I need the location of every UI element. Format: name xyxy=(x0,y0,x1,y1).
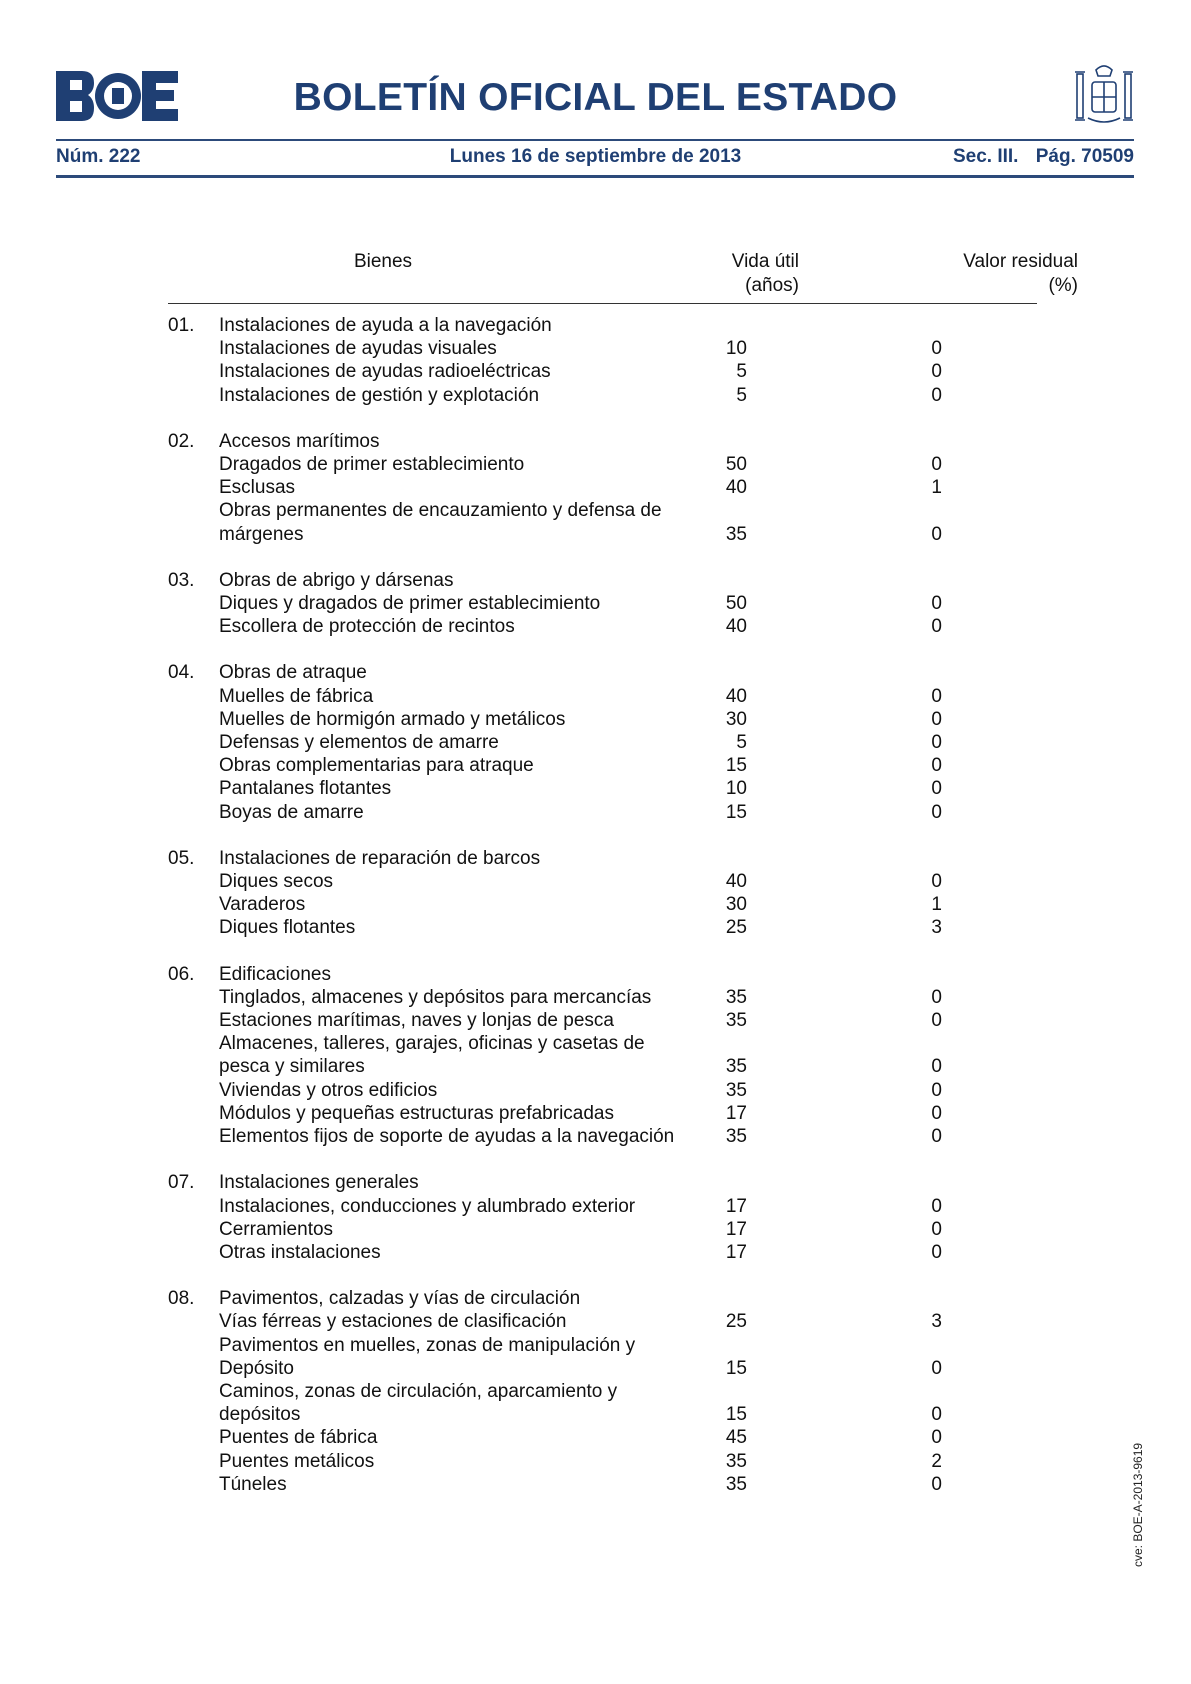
table-row xyxy=(168,1195,1036,1218)
item-name: Viviendas y otros edificios xyxy=(219,1079,438,1101)
item-name: Instalaciones de ayudas visuales xyxy=(219,338,497,360)
item-valor-residual: 0 xyxy=(931,616,942,638)
item-valor-residual: 0 xyxy=(931,778,942,800)
column-header-vida-util: Vida útil (años) xyxy=(731,251,799,296)
item-valor-residual: 0 xyxy=(931,454,942,476)
group-title: Obras de atraque xyxy=(219,662,367,684)
group-code: 04. xyxy=(168,662,195,684)
item-name: Puentes de fábrica xyxy=(219,1427,378,1449)
table-row xyxy=(168,1009,1036,1032)
table-row xyxy=(168,893,1036,916)
item-valor-residual: 0 xyxy=(931,1357,942,1379)
group-code: 08. xyxy=(168,1288,195,1310)
item-name: Diques flotantes xyxy=(219,917,356,939)
table-row xyxy=(168,476,1036,499)
item-valor-residual: 0 xyxy=(931,732,942,754)
item-valor-residual: 0 xyxy=(931,1404,942,1426)
table-row xyxy=(168,615,1036,638)
item-name: Esclusas xyxy=(219,477,296,499)
table-group xyxy=(168,847,1036,940)
item-vida-util: 35 xyxy=(725,986,747,1008)
group-title: Accesos marítimos xyxy=(219,430,380,452)
table-row xyxy=(168,1380,1036,1426)
item-vida-util: 30 xyxy=(725,708,747,730)
item-name: Varaderos xyxy=(219,894,306,916)
item-name: Diques secos xyxy=(219,871,334,893)
group-title: Instalaciones de ayuda a la navegación xyxy=(219,315,552,336)
table-row xyxy=(168,1102,1036,1125)
item-name: Obras complementarias para atraque xyxy=(219,755,534,777)
table-group xyxy=(168,569,1036,639)
item-name: Pavimentos en muelles, zonas de manipulación y Depósito xyxy=(219,1334,636,1379)
item-name: Túneles xyxy=(219,1473,287,1495)
boe-logo xyxy=(56,71,178,121)
item-name: Otras instalaciones xyxy=(219,1241,381,1263)
table-row xyxy=(168,384,1036,407)
group-code: 05. xyxy=(168,847,195,869)
item-vida-util: 5 xyxy=(736,361,747,383)
table-group xyxy=(168,430,1036,546)
table-row xyxy=(168,1079,1036,1102)
item-valor-residual: 3 xyxy=(931,1311,942,1333)
table-group xyxy=(168,661,1036,823)
item-name: Pantalanes flotantes xyxy=(219,778,392,800)
issue-number: Núm. 222 xyxy=(56,146,141,167)
item-name: Tinglados, almacenes y depósitos para mercancías xyxy=(219,986,652,1008)
group-code: 02. xyxy=(168,430,195,452)
item-valor-residual: 0 xyxy=(931,1056,942,1078)
group-code: 07. xyxy=(168,1172,195,1194)
item-vida-util: 10 xyxy=(725,338,747,360)
table-group xyxy=(168,1171,1036,1264)
item-name: Obras permanentes de encauzamiento y defensa de márgenes xyxy=(219,500,662,545)
item-valor-residual: 0 xyxy=(931,593,942,615)
table-row xyxy=(168,592,1036,615)
group-header-row xyxy=(168,430,1036,453)
table-row xyxy=(168,870,1036,893)
item-valor-residual: 0 xyxy=(931,1473,942,1495)
page-title: BOLETÍN OFICIAL DEL ESTADO xyxy=(293,76,898,119)
item-vida-util: 10 xyxy=(725,778,747,800)
group-code: 03. xyxy=(168,569,195,591)
table-row xyxy=(168,1426,1036,1449)
item-name: Dragados de primer establecimiento xyxy=(219,454,525,476)
table-header-rule xyxy=(168,303,1037,304)
item-name: Módulos y pequeñas estructuras prefabricadas xyxy=(219,1102,615,1124)
item-valor-residual: 0 xyxy=(931,1195,942,1217)
item-valor-residual: 0 xyxy=(931,708,942,730)
item-vida-util: 17 xyxy=(725,1102,747,1124)
item-vida-util: 40 xyxy=(725,685,747,707)
item-name: Diques y dragados de primer establecimiento xyxy=(219,593,601,615)
item-vida-util: 17 xyxy=(725,1218,747,1240)
section-page xyxy=(941,146,1134,168)
item-valor-residual: 0 xyxy=(931,1427,942,1449)
item-name: Almacenes, talleres, garajes, oficinas y casetas de pesca y similares xyxy=(219,1033,645,1078)
section-label: Sec. III. xyxy=(952,146,1019,167)
item-vida-util: 15 xyxy=(725,1404,747,1426)
item-valor-residual: 0 xyxy=(931,685,942,707)
item-name: Instalaciones de gestión y explotación xyxy=(219,384,540,406)
item-valor-residual: 0 xyxy=(931,986,942,1008)
group-header-row xyxy=(168,963,1036,986)
item-vida-util: 5 xyxy=(736,384,747,406)
item-name: Escollera de protección de recintos xyxy=(219,616,515,638)
table-row xyxy=(168,360,1036,383)
item-vida-util: 5 xyxy=(736,732,747,754)
item-valor-residual: 0 xyxy=(931,523,942,545)
item-vida-util: 25 xyxy=(725,1311,747,1333)
item-vida-util: 25 xyxy=(725,917,747,939)
item-valor-residual: 0 xyxy=(931,384,942,406)
item-valor-residual: 3 xyxy=(931,917,942,939)
group-header-row xyxy=(168,847,1036,870)
group-code: 06. xyxy=(168,963,195,985)
item-valor-residual: 0 xyxy=(931,871,942,893)
item-name: Elementos fijos de soporte de ayudas a la navegación xyxy=(219,1126,675,1148)
header-rule-top xyxy=(56,139,1134,141)
item-valor-residual: 0 xyxy=(931,1241,942,1263)
item-vida-util: 45 xyxy=(725,1427,747,1449)
group-header-row xyxy=(168,1287,1036,1310)
table-row xyxy=(168,1334,1036,1380)
table-row xyxy=(168,1473,1036,1496)
table-body xyxy=(168,314,1036,1519)
item-valor-residual: 1 xyxy=(931,477,942,499)
table-row xyxy=(168,731,1036,754)
group-header-row xyxy=(168,661,1036,684)
item-vida-util: 35 xyxy=(725,1079,747,1101)
group-title: Obras de abrigo y dársenas xyxy=(219,569,454,591)
item-vida-util: 35 xyxy=(725,523,747,545)
item-name: Muelles de hormigón armado y metálicos xyxy=(219,708,566,730)
group-header-row xyxy=(168,314,1036,337)
group-title: Pavimentos, calzadas y vías de circulación xyxy=(219,1288,581,1310)
item-vida-util: 40 xyxy=(725,616,747,638)
column-header-valor-residual: Valor residual (%) xyxy=(963,251,1078,296)
item-valor-residual: 0 xyxy=(931,1079,942,1101)
item-name: Estaciones marítimas, naves y lonjas de pesca xyxy=(219,1010,614,1032)
item-vida-util: 17 xyxy=(725,1241,747,1263)
item-valor-residual: 1 xyxy=(931,894,942,916)
table-row xyxy=(168,1125,1036,1148)
item-valor-residual: 0 xyxy=(931,338,942,360)
item-vida-util: 50 xyxy=(725,593,747,615)
item-vida-util: 35 xyxy=(725,1126,747,1148)
group-title: Edificaciones xyxy=(219,963,331,985)
coat-of-arms-icon xyxy=(1074,60,1134,128)
depreciation-table xyxy=(168,250,1078,1495)
table-row xyxy=(168,916,1036,939)
table-row xyxy=(168,754,1036,777)
item-valor-residual: 0 xyxy=(931,1102,942,1124)
item-vida-util: 50 xyxy=(725,454,747,476)
table-row xyxy=(168,499,1036,545)
item-name: Muelles de fábrica xyxy=(219,685,374,707)
table-header xyxy=(168,250,1078,304)
table-row xyxy=(168,708,1036,731)
table-group xyxy=(168,314,1036,407)
item-valor-residual: 0 xyxy=(931,1218,942,1240)
item-name: Puentes metálicos xyxy=(219,1450,375,1472)
item-vida-util: 15 xyxy=(725,755,747,777)
item-name: Instalaciones, conducciones y alumbrado exterior xyxy=(219,1195,636,1217)
item-vida-util: 30 xyxy=(725,894,747,916)
item-name: Vías férreas y estaciones de clasificación xyxy=(219,1311,567,1333)
group-code: 01. xyxy=(168,315,195,336)
header-rule-bottom xyxy=(56,175,1134,178)
cve-identifier: cve: BOE-A-2013-9619 xyxy=(1131,1442,1145,1567)
table-row xyxy=(168,1450,1036,1473)
item-name: Defensas y elementos de amarre xyxy=(219,732,499,754)
table-group xyxy=(168,1287,1036,1496)
group-title: Instalaciones generales xyxy=(219,1172,419,1194)
table-row xyxy=(168,1241,1036,1264)
table-row xyxy=(168,777,1036,800)
table-group xyxy=(168,963,1036,1149)
column-header-bienes: Bienes xyxy=(353,251,413,272)
item-valor-residual: 0 xyxy=(931,1010,942,1032)
item-name: Cerramientos xyxy=(219,1218,334,1240)
item-vida-util: 17 xyxy=(725,1195,747,1217)
table-row xyxy=(168,986,1036,1009)
group-title: Instalaciones de reparación de barcos xyxy=(219,847,541,869)
item-name: Boyas de amarre xyxy=(219,801,364,823)
item-valor-residual: 2 xyxy=(931,1450,942,1472)
table-row xyxy=(168,337,1036,360)
table-row xyxy=(168,685,1036,708)
item-valor-residual: 0 xyxy=(931,1126,942,1148)
table-row xyxy=(168,453,1036,476)
group-header-row xyxy=(168,569,1036,592)
table-row xyxy=(168,1310,1036,1333)
item-vida-util: 15 xyxy=(725,1357,747,1379)
table-row xyxy=(168,1218,1036,1241)
table-row xyxy=(168,1032,1036,1078)
item-vida-util: 15 xyxy=(725,801,747,823)
item-vida-util: 35 xyxy=(725,1056,747,1078)
table-row xyxy=(168,801,1036,824)
item-vida-util: 35 xyxy=(725,1010,747,1032)
item-vida-util: 35 xyxy=(725,1450,747,1472)
page-number: Pág. 70509 xyxy=(1035,146,1134,167)
item-vida-util: 35 xyxy=(725,1473,747,1495)
item-vida-util: 40 xyxy=(725,477,747,499)
item-name: Caminos, zonas de circulación, aparcamiento y depósitos xyxy=(219,1380,618,1426)
item-name: Instalaciones de ayudas radioeléctricas xyxy=(219,361,551,383)
item-valor-residual: 0 xyxy=(931,361,942,383)
item-valor-residual: 0 xyxy=(931,755,942,777)
item-valor-residual: 0 xyxy=(931,801,942,823)
issue-date: Lunes 16 de septiembre de 2013 xyxy=(449,146,742,167)
item-vida-util: 40 xyxy=(725,871,747,893)
group-header-row xyxy=(168,1171,1036,1194)
